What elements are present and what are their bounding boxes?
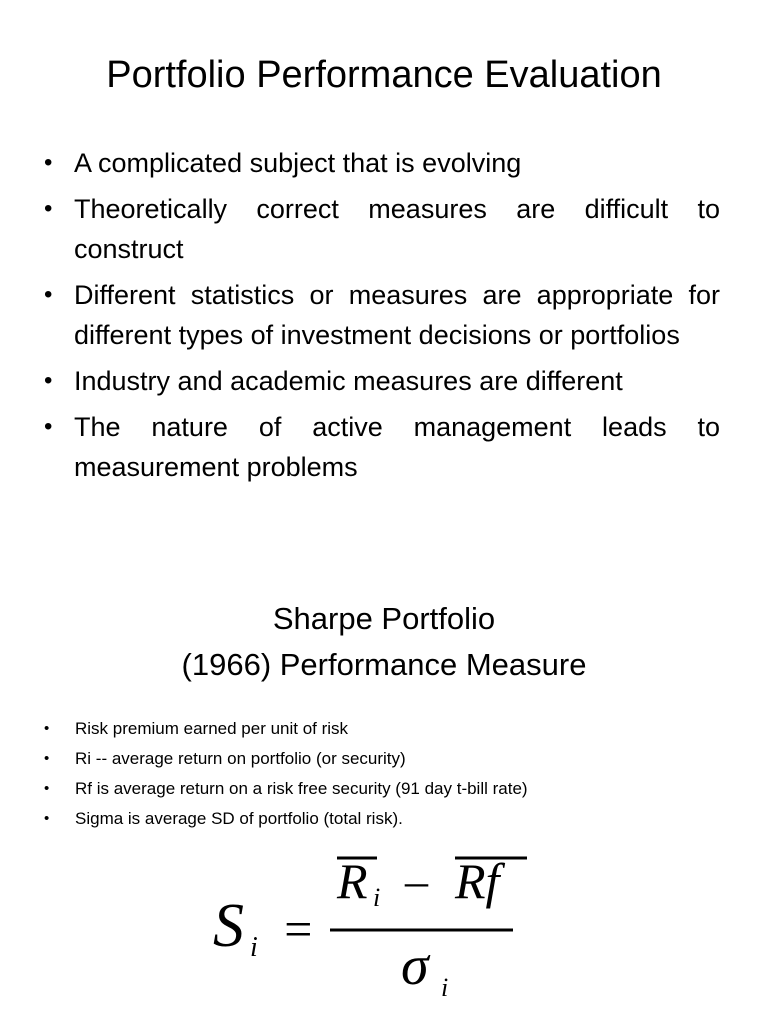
formula-sigma: σ [401,935,429,997]
section-title-line1: Sharpe Portfolio [272,601,496,636]
list-item: • The nature of active management leads to measurement problems [44,407,720,487]
bullet-icon: • [44,281,53,308]
bullet-icon: • [44,780,50,797]
bullet-icon: • [44,367,53,394]
list-item: • Different statistics or measures are appropriate for different types of investment decisions or portfolios [44,275,720,355]
definition-list [44,714,724,834]
bullet-icon: • [44,720,50,737]
formula-ri: R [337,853,368,909]
bullet-icon: • [44,810,50,827]
formula-lhs-subscript: i [250,932,258,963]
formula-lhs: S [213,892,244,960]
formula-sigma-subscript: i [441,973,449,1002]
list-item: • Risk premium earned per unit of risk [44,714,724,744]
list-item: • Theoretically correct measures are difficult to construct [44,189,720,269]
sharpe-formula [205,846,535,1016]
bullet-icon: • [44,413,53,440]
formula-equals: = [281,901,315,957]
formula-minus: – [405,855,428,906]
list-item: • A complicated subject that is evolving [44,143,720,183]
formula-rf: Rf [455,853,500,909]
list-item: • Rf is average return on a risk free security (91 day t-bill rate) [44,774,724,804]
list-item: • Ri -- average return on portfolio (or security) [44,744,724,774]
section-title [0,596,768,688]
list-item: • Sigma is average SD of portfolio (total risk). [44,804,724,834]
bullet-icon: • [44,195,53,222]
bullet-list [44,143,720,493]
slide-title: Portfolio Performance Evaluation [106,54,662,96]
list-item: • Industry and academic measures are different [44,361,720,401]
bullet-icon: • [44,149,53,176]
section-title-line2: (1966) Performance Measure [181,647,587,682]
bullet-icon: • [44,750,50,767]
formula-ri-subscript: i [373,883,381,912]
